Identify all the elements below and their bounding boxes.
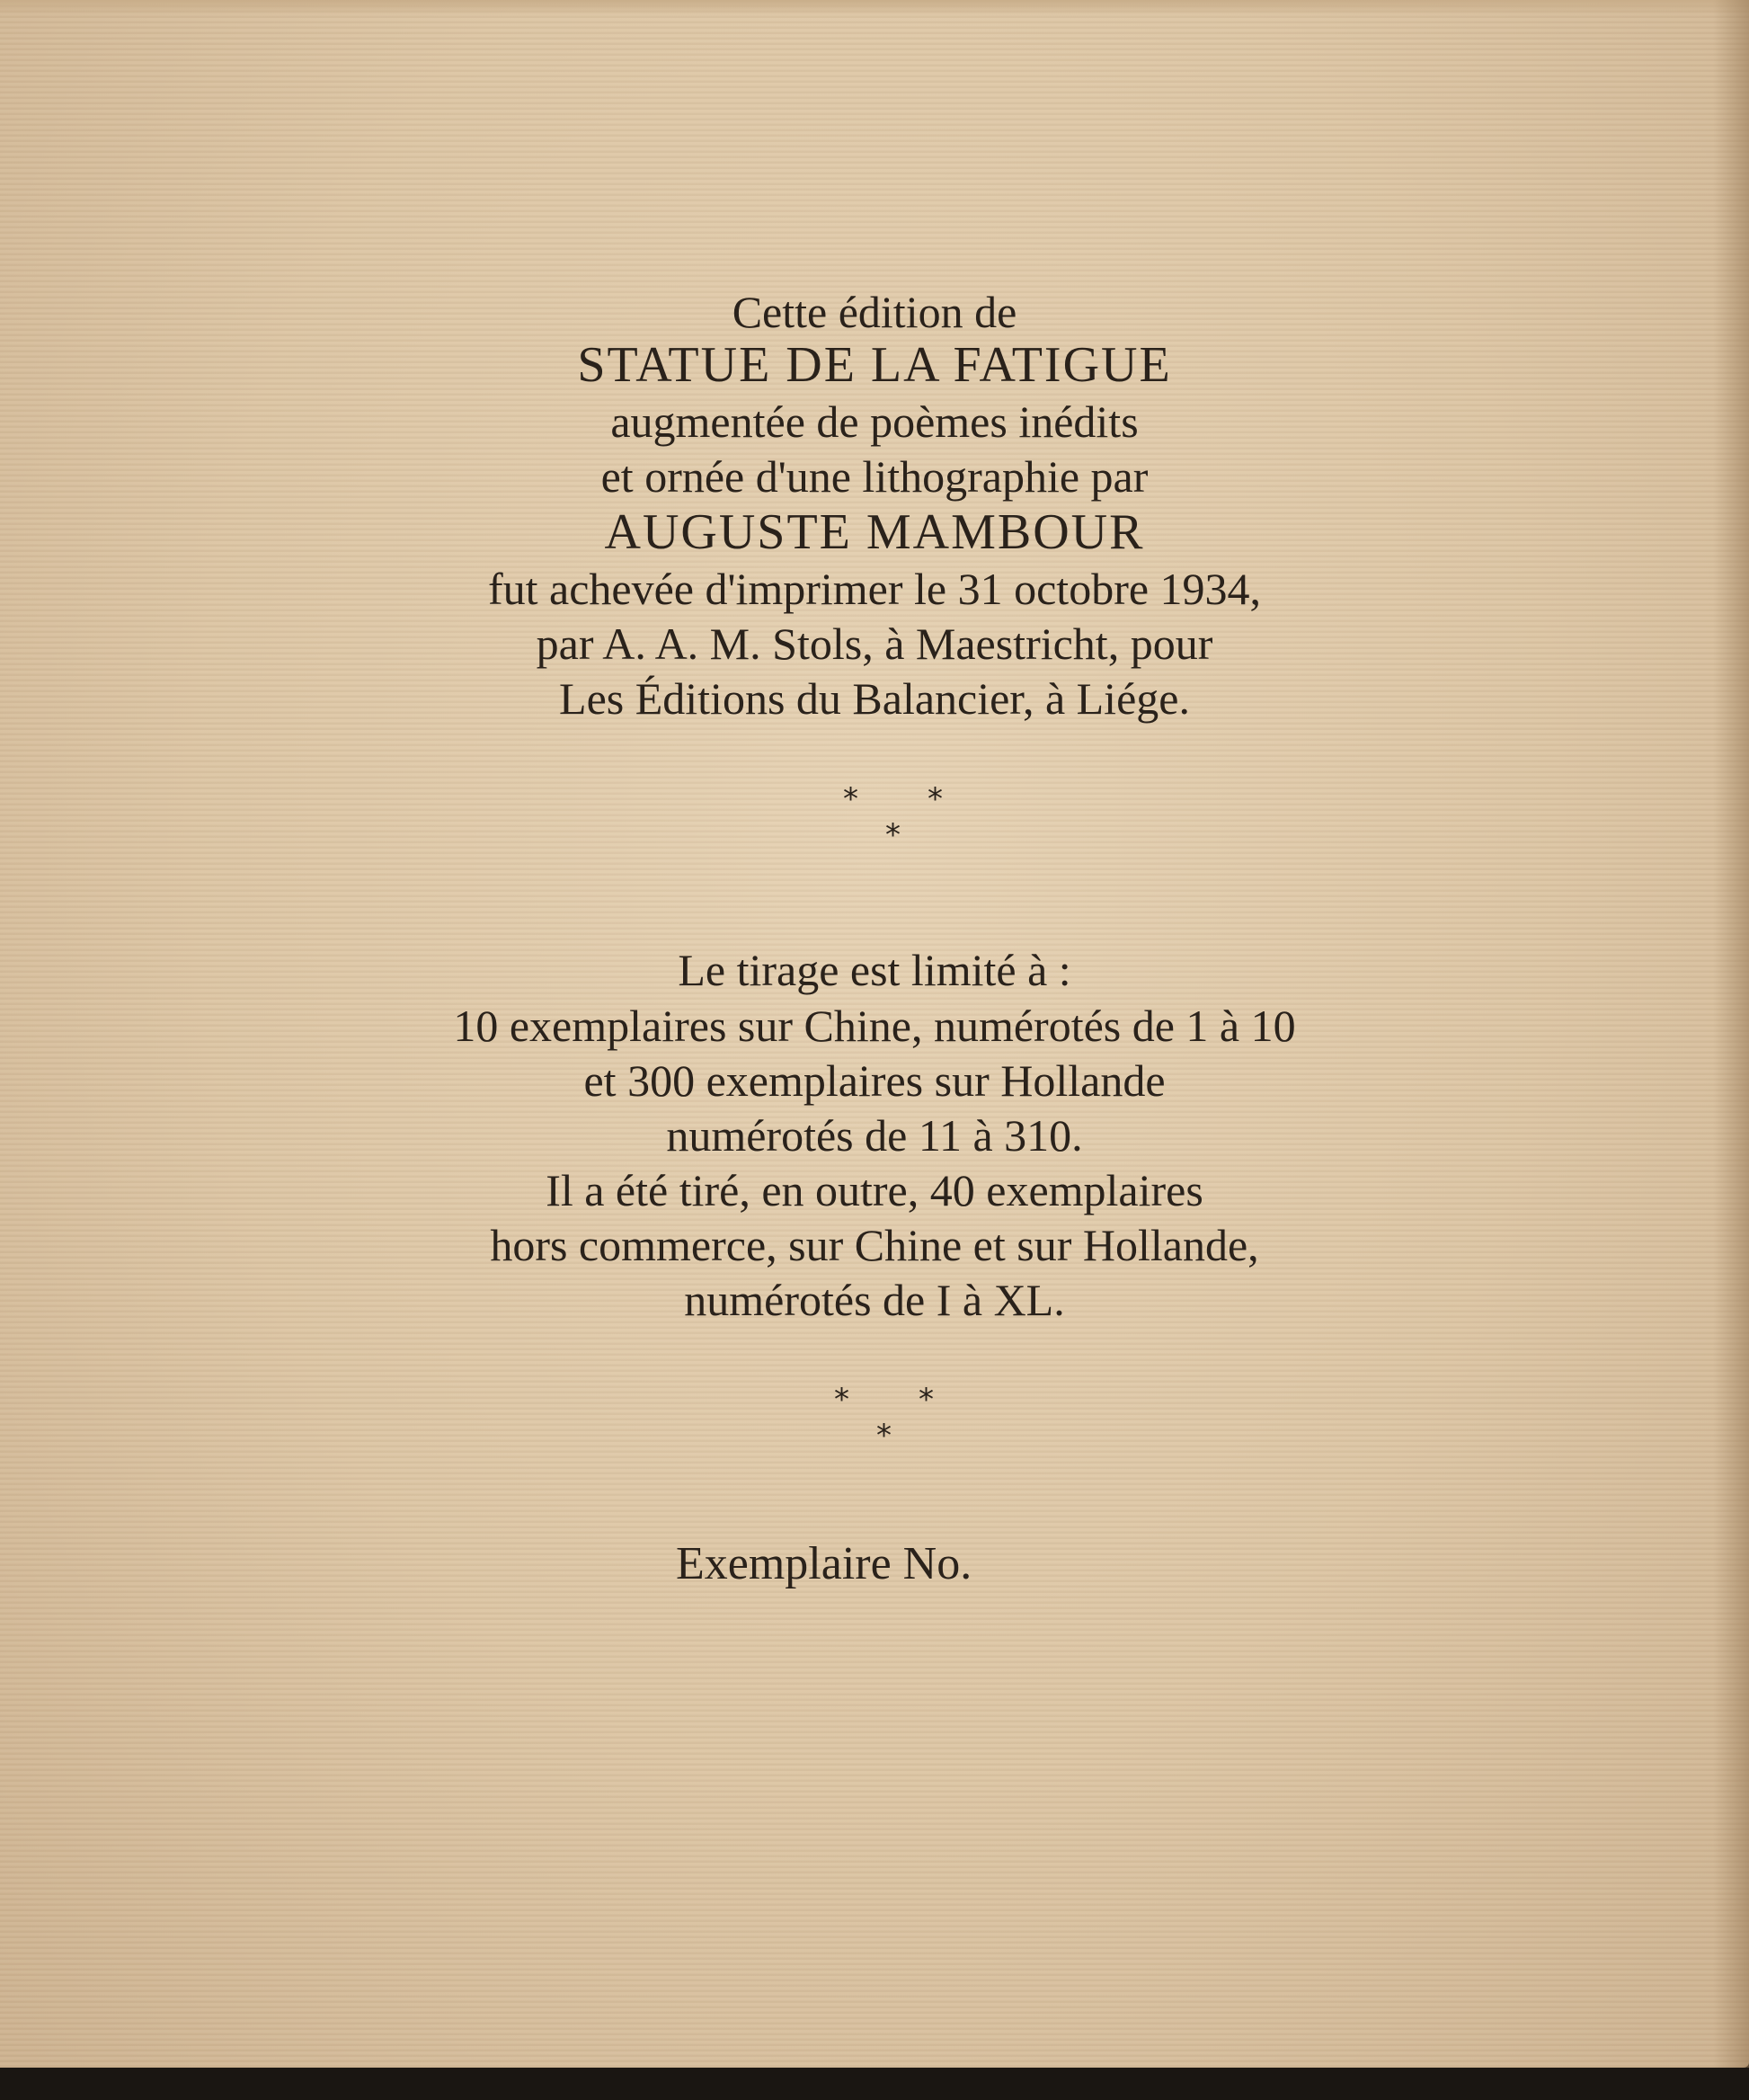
ornament-star-2a: *: [834, 1382, 849, 1418]
copy-number-label: Exemplaire No.: [676, 1538, 972, 1589]
tirage-line-1: Le tirage est limité à :: [678, 945, 1071, 995]
tirage-line-2: 10 exemplaires sur Chine, numérotés de 1 à 10: [453, 1001, 1296, 1051]
page-top-edge: [0, 0, 1749, 16]
colophon-line-3: augmentée de poèmes inédits: [610, 396, 1139, 447]
ornament-star-1c: *: [885, 817, 901, 853]
colophon-line-4: et ornée d'une lithographie par: [600, 451, 1149, 502]
artist-name: AUGUSTE MAMBOUR: [604, 504, 1145, 560]
colophon-line-8: Les Éditions du Balancier, à Liége.: [559, 673, 1190, 724]
colophon-line-6: fut achevée d'imprimer le 31 octobre 1934,: [487, 564, 1262, 614]
tirage-line-6: hors commerce, sur Chine et sur Hollande,: [490, 1220, 1259, 1270]
tirage-line-4: numérotés de 11 à 310.: [666, 1110, 1083, 1161]
ornament-star-1b: *: [928, 781, 943, 817]
tirage-line-3: et 300 exemplaires sur Hollande: [583, 1055, 1166, 1106]
tirage-line-5: Il a été tiré, en outre, 40 exemplaires: [546, 1165, 1203, 1215]
ornament-star-2b: *: [919, 1382, 934, 1418]
colophon-line-7: par A. A. M. Stols, à Maestricht, pour: [536, 618, 1213, 669]
tirage-line-7: numérotés de I à XL.: [684, 1275, 1065, 1325]
ornament-star-2c: *: [876, 1418, 892, 1454]
colophon-line-1: Cette édition de: [732, 287, 1017, 337]
ornament-star-1a: *: [843, 781, 858, 817]
book-title: STATUE DE LA FATIGUE: [577, 337, 1172, 393]
